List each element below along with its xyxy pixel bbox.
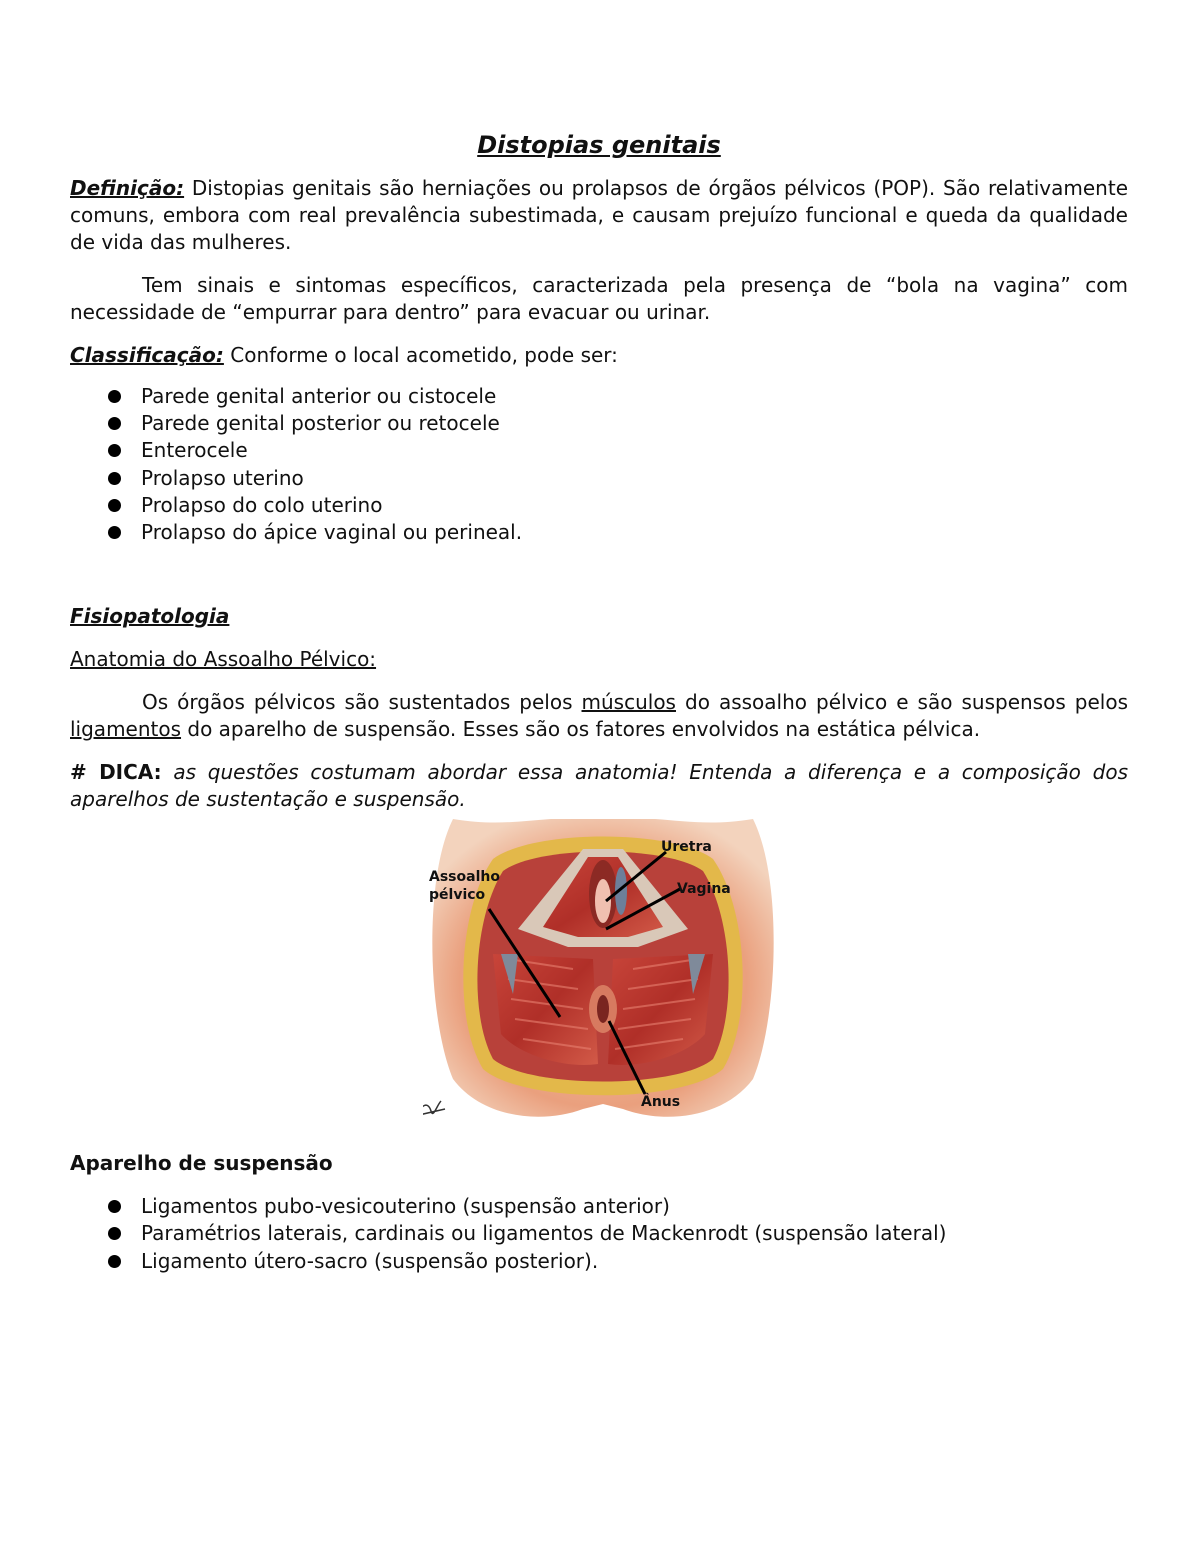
list-item: Prolapso uterino <box>108 465 1128 492</box>
pelvic-floor-illustration <box>423 819 783 1132</box>
list-item: Enterocele <box>108 437 1128 464</box>
classification-paragraph <box>70 342 1128 369</box>
anatomy-text-3: do aparelho de suspensão. Esses são os fatores envolvidos na estática pélvica. <box>181 717 981 742</box>
label-anus: Ânus <box>641 1094 681 1111</box>
signature-mark <box>423 1101 445 1119</box>
symptoms-paragraph: Tem sinais e sintomas específicos, caracterizada pela presença de “bola na vagina” com necessidade de “empurrar para dentro” para evacuar ou urinar. <box>70 273 1128 324</box>
list-item: Ligamentos pubo-vesicouterino (suspensão anterior) <box>108 1193 1128 1220</box>
tip-label: # DICA: <box>70 760 162 785</box>
suspensao-list <box>70 1193 1128 1275</box>
fisiopatologia-heading: Fisiopatologia <box>70 604 230 629</box>
list-item: Paramétrios laterais, cardinais ou ligamentos de Mackenrodt (suspensão lateral) <box>108 1220 1128 1247</box>
list-item: Prolapso do ápice vaginal ou perineal. <box>108 519 1128 546</box>
classification-list <box>70 383 1128 546</box>
pelvic-floor-drawing <box>423 819 783 1132</box>
suspensao-heading: Aparelho de suspensão <box>70 1151 333 1176</box>
anatomy-text-1: Os órgãos pélvicos são sustentados pelos <box>142 690 582 715</box>
list-item: Parede genital posterior ou retocele <box>108 410 1128 437</box>
musculos-term: músculos <box>581 690 676 715</box>
definition-label: Definição: <box>70 176 185 200</box>
label-assoalho-line2: pélvico <box>429 887 486 904</box>
classification-text: Conforme o local acometido, pode ser: <box>223 343 618 367</box>
list-item: Ligamento útero-sacro (suspensão posterior). <box>108 1248 1128 1275</box>
document-page <box>70 128 1128 1275</box>
classification-label: Classificação: <box>70 343 224 367</box>
list-item: Prolapso do colo uterino <box>108 492 1128 519</box>
list-item: Parede genital anterior ou cistocele <box>108 383 1128 410</box>
definition-text: Distopias genitais são herniações ou prolapsos de órgãos pélvicos (POP). São relativamente comuns, embora com real prevalência subestimada, e causam prejuízo funcional e queda da qualidade de vida das mulheres. <box>70 176 1128 254</box>
label-vagina: Vagina <box>677 881 731 898</box>
tip-paragraph <box>70 759 1128 813</box>
tip-text: as questões costumam abordar essa anatomia! Entenda a diferença e a composição dos aparelhos de sustentação e suspensão. <box>70 760 1128 812</box>
definition-paragraph <box>70 175 1128 256</box>
label-assoalho-line1: Assoalho <box>429 869 500 886</box>
label-uretra: Uretra <box>661 839 712 856</box>
ligamentos-term: ligamentos <box>70 717 182 742</box>
document-title: Distopias genitais <box>477 131 721 159</box>
anatomy-subheading: Anatomia do Assoalho Pélvico: <box>70 647 377 672</box>
anatomy-text-2: do assoalho pélvico e são suspensos pelos <box>675 690 1128 715</box>
anatomy-paragraph <box>70 689 1128 743</box>
